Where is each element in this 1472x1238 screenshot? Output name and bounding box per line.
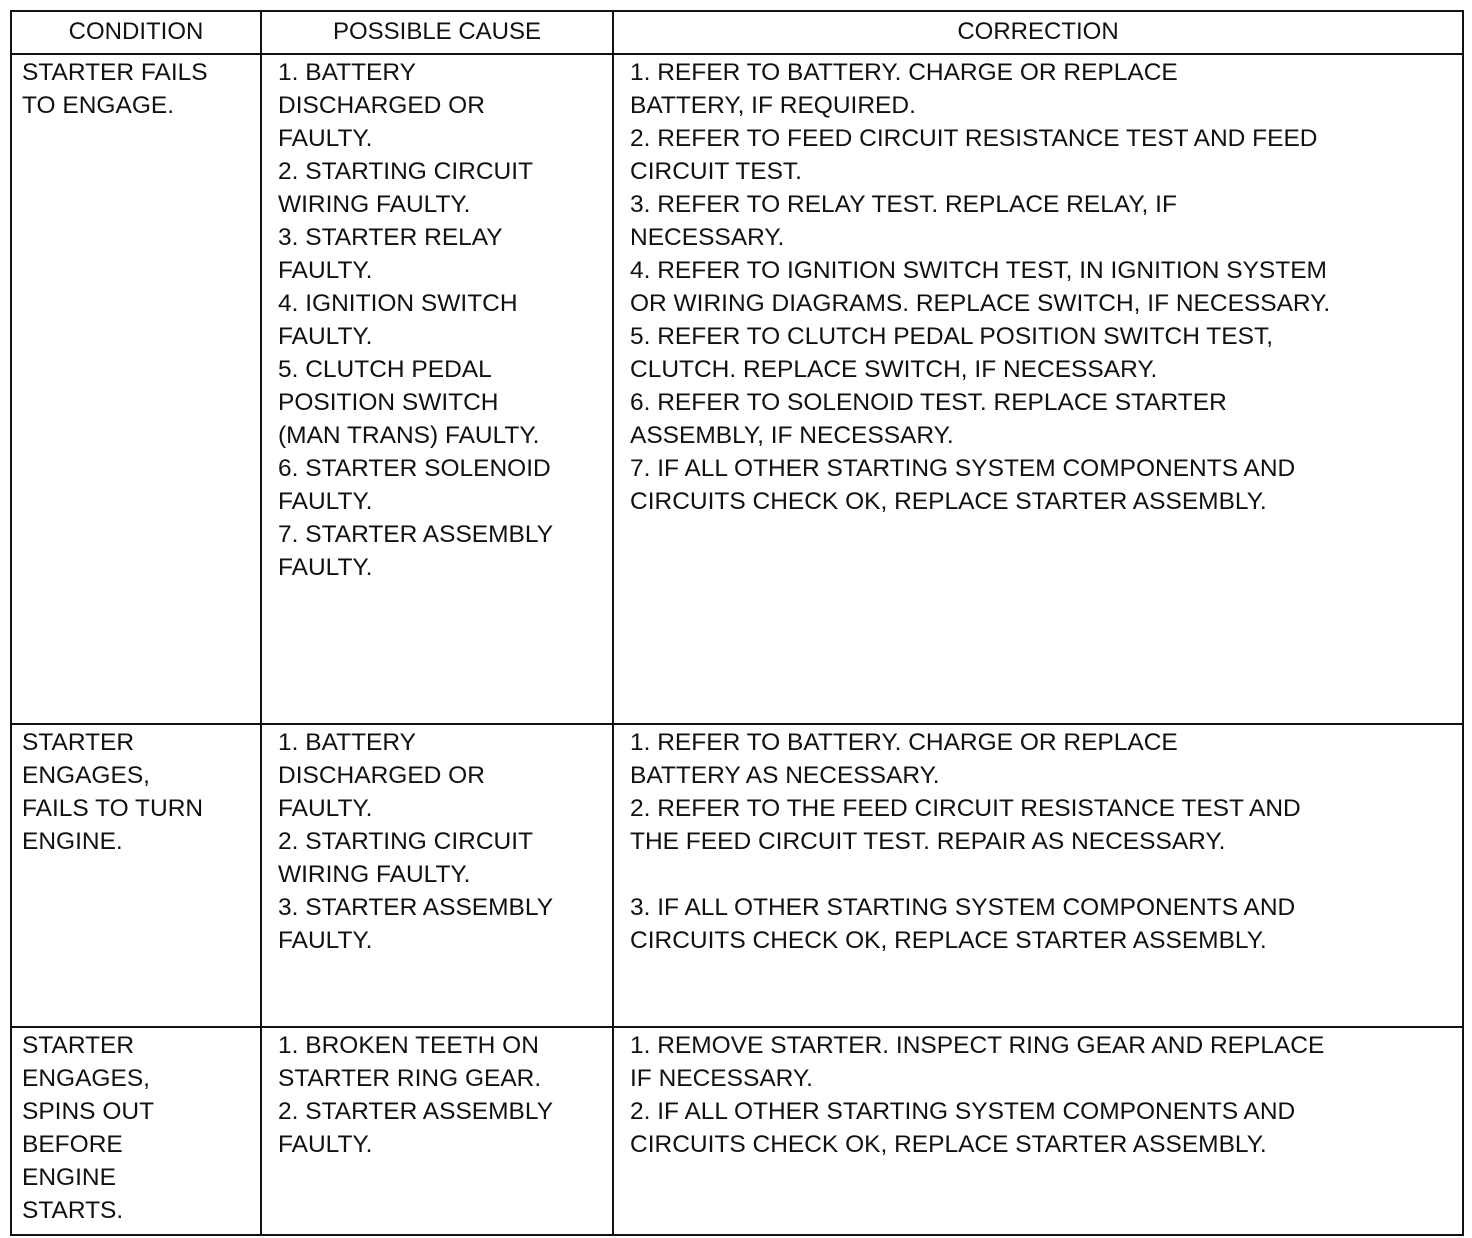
header-correction: CORRECTION [613, 11, 1463, 54]
cell-line: FAULTY. [278, 323, 373, 350]
cell-line: CLUTCH. REPLACE SWITCH, IF NECESSARY. [630, 356, 1158, 383]
cell-line: 2. STARTING CIRCUIT [278, 828, 534, 855]
cell-line: FAILS TO TURN [22, 795, 204, 822]
cell-line: 2. STARTER ASSEMBLY [278, 1098, 554, 1125]
cell-line: IF NECESSARY. [630, 1065, 813, 1092]
cell-line: 7. IF ALL OTHER STARTING SYSTEM COMPONENTS AND [630, 455, 1296, 482]
cell-line: NECESSARY. [630, 224, 785, 251]
cell-line: 5. REFER TO CLUTCH PEDAL POSITION SWITCH TEST, [630, 323, 1274, 350]
cell-line: 1. REFER TO BATTERY. CHARGE OR REPLACE [630, 59, 1178, 86]
cell-line: ENGAGES, [22, 762, 150, 789]
cell-line: WIRING FAULTY. [278, 861, 471, 888]
cell-line: BATTERY, IF REQUIRED. [630, 92, 916, 119]
cell-line: ENGINE [22, 1164, 116, 1191]
possible-cause-cell [261, 724, 613, 1027]
cell-line: 3. STARTER ASSEMBLY [278, 894, 554, 921]
cell-line: STARTER [22, 729, 135, 756]
starter-diagnosis-table [10, 10, 1464, 1236]
header-possible-cause: POSSIBLE CAUSE [261, 11, 613, 54]
cell-line: FAULTY. [278, 1131, 373, 1158]
table-body [11, 54, 1463, 1235]
cell-line: POSITION SWITCH [278, 389, 499, 416]
cell-line: 4. IGNITION SWITCH [278, 290, 518, 317]
cell-line: 1. BROKEN TEETH ON [278, 1032, 539, 1059]
cell-line: (MAN TRANS) FAULTY. [278, 422, 540, 449]
cell-line: CIRCUITS CHECK OK, REPLACE STARTER ASSEMBLY. [630, 927, 1267, 954]
cell-line: FAULTY. [278, 927, 373, 954]
cell-line: 6. REFER TO SOLENOID TEST. REPLACE STARTER [630, 389, 1227, 416]
cell-line: 2. IF ALL OTHER STARTING SYSTEM COMPONENTS AND [630, 1098, 1296, 1125]
condition-cell [11, 724, 261, 1027]
cell-line: 3. REFER TO RELAY TEST. REPLACE RELAY, IF [630, 191, 1177, 218]
cell-line: ENGINE. [22, 828, 123, 855]
cell-line: STARTER RING GEAR. [278, 1065, 542, 1092]
cell-line: 3. IF ALL OTHER STARTING SYSTEM COMPONENTS AND [630, 894, 1296, 921]
cell-line: WIRING FAULTY. [278, 191, 471, 218]
cell-line: FAULTY. [278, 554, 373, 581]
cell-line: STARTER [22, 1032, 135, 1059]
cell-line: TO ENGAGE. [22, 92, 175, 119]
correction-cell [613, 724, 1463, 1027]
header-condition: CONDITION [11, 11, 261, 54]
diagnosis-document [10, 10, 1462, 1236]
cell-line: BATTERY AS NECESSARY. [630, 762, 940, 789]
cell-line: 7. STARTER ASSEMBLY [278, 521, 554, 548]
cell-line: FAULTY. [278, 125, 373, 152]
cell-line: 2. STARTING CIRCUIT [278, 158, 534, 185]
table-row [11, 54, 1463, 724]
cell-line: 3. STARTER RELAY [278, 224, 503, 251]
cell-line: FAULTY. [278, 488, 373, 515]
cell-line: 1. REFER TO BATTERY. CHARGE OR REPLACE [630, 729, 1178, 756]
cell-line: THE FEED CIRCUIT TEST. REPAIR AS NECESSARY. [630, 828, 1226, 855]
cell-line: 1. BATTERY [278, 59, 416, 86]
table-row [11, 724, 1463, 1027]
cell-line: ASSEMBLY, IF NECESSARY. [630, 422, 954, 449]
cell-line: CIRCUITS CHECK OK, REPLACE STARTER ASSEMBLY. [630, 1131, 1267, 1158]
cell-line: CIRCUITS CHECK OK, REPLACE STARTER ASSEMBLY. [630, 488, 1267, 515]
cell-line: 5. CLUTCH PEDAL [278, 356, 492, 383]
cell-line: DISCHARGED OR [278, 762, 485, 789]
blank-line [630, 858, 1452, 891]
cell-line: BEFORE [22, 1131, 123, 1158]
cell-line: ENGAGES, [22, 1065, 150, 1092]
correction-cell [613, 54, 1463, 724]
cell-line: CIRCUIT TEST. [630, 158, 802, 185]
cell-line: 6. STARTER SOLENOID [278, 455, 551, 482]
cell-line: STARTER FAILS [22, 59, 208, 86]
cell-line: 1. BATTERY [278, 729, 416, 756]
table-row [11, 1027, 1463, 1235]
cell-line: SPINS OUT [22, 1098, 155, 1125]
cell-line: STARTS. [22, 1197, 124, 1224]
table-header [11, 11, 1463, 54]
cell-line: 1. REMOVE STARTER. INSPECT RING GEAR AND REPLACE [630, 1032, 1325, 1059]
possible-cause-cell [261, 54, 613, 724]
cell-line: DISCHARGED OR [278, 92, 485, 119]
cell-line: OR WIRING DIAGRAMS. REPLACE SWITCH, IF NECESSARY. [630, 290, 1331, 317]
cell-line: FAULTY. [278, 257, 373, 284]
condition-cell [11, 54, 261, 724]
correction-cell [613, 1027, 1463, 1235]
header-row [11, 11, 1463, 54]
cell-line: 4. REFER TO IGNITION SWITCH TEST, IN IGNITION SYSTEM [630, 257, 1327, 284]
cell-line: FAULTY. [278, 795, 373, 822]
cell-line: 2. REFER TO THE FEED CIRCUIT RESISTANCE TEST AND [630, 795, 1301, 822]
condition-cell [11, 1027, 261, 1235]
cell-line: 2. REFER TO FEED CIRCUIT RESISTANCE TEST AND FEED [630, 125, 1318, 152]
possible-cause-cell [261, 1027, 613, 1235]
